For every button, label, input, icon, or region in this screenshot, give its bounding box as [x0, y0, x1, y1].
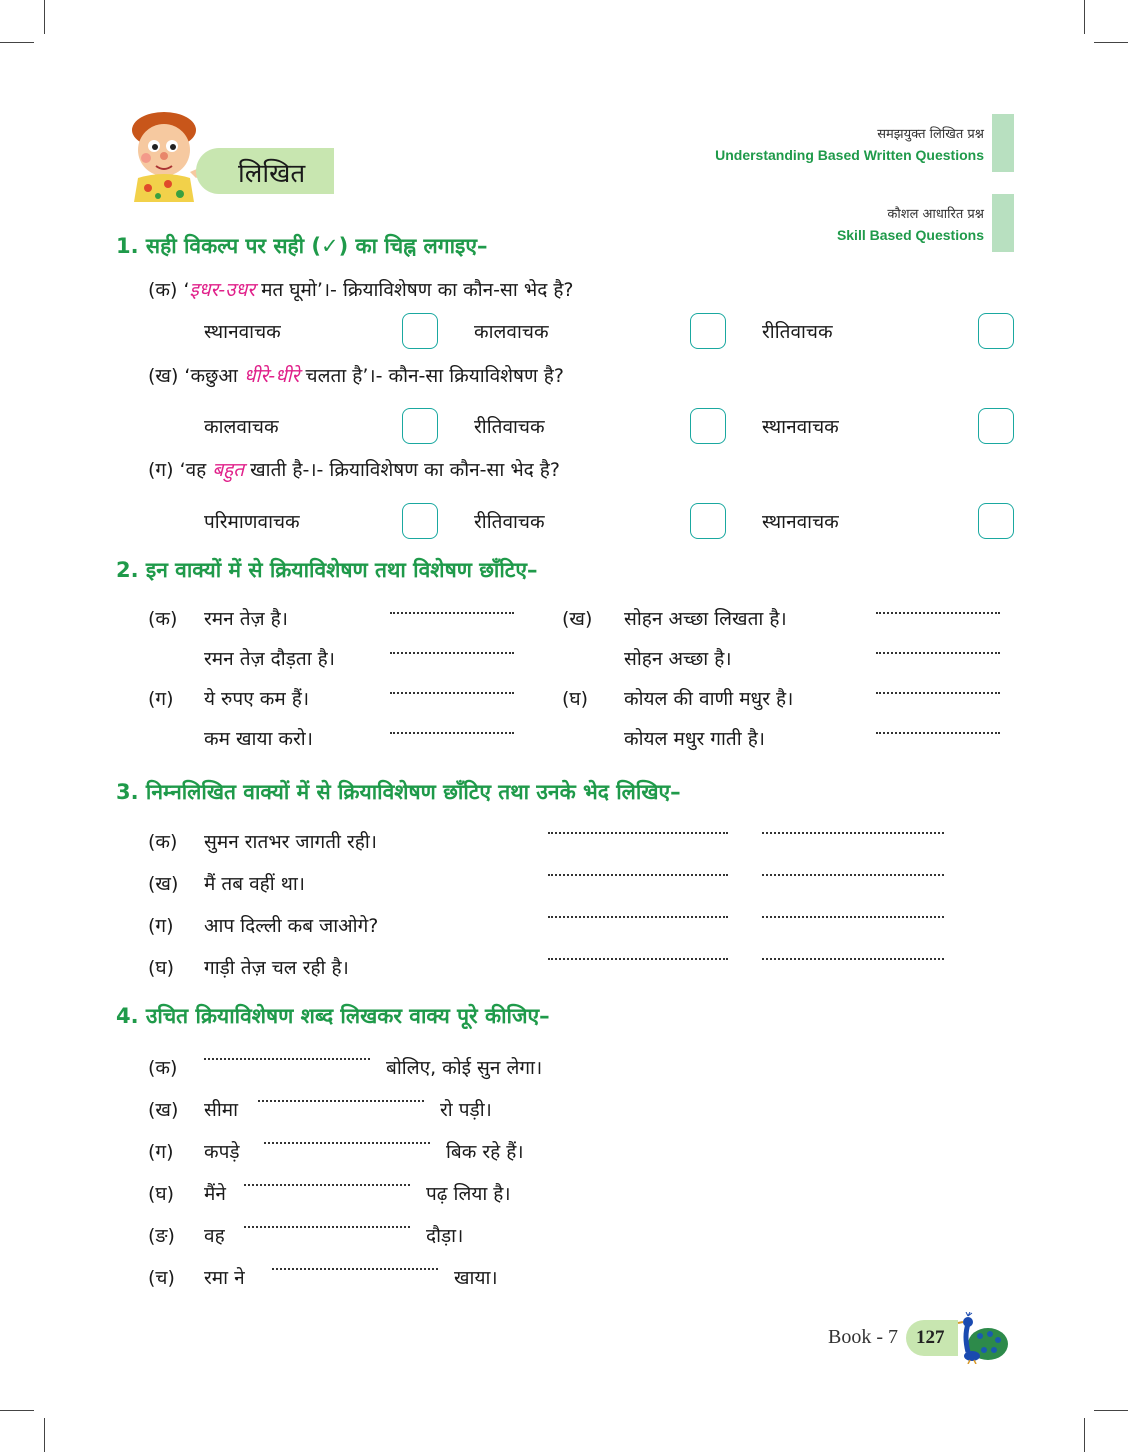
highlight-word: बहुत — [212, 459, 245, 481]
item-label: (ख) — [148, 873, 179, 895]
item-label: (ख) — [148, 365, 179, 387]
answer-blank[interactable] — [876, 612, 1000, 614]
crop-mark — [1084, 0, 1085, 34]
answer-blank[interactable] — [876, 652, 1000, 654]
sentence: सोहन अच्छा लिखता है। — [624, 608, 787, 630]
page-number: 127 — [916, 1327, 945, 1348]
sentence-start: कपड़े — [204, 1141, 240, 1163]
sentence: रमन तेज़ है। — [204, 608, 288, 630]
answer-blank[interactable] — [204, 1058, 370, 1060]
option-label: स्थानवाचक — [762, 416, 839, 438]
option-label: स्थानवाचक — [204, 321, 281, 343]
tag-skill — [837, 204, 984, 243]
sentence: गाड़ी तेज़ चल रही है। — [204, 957, 349, 979]
item-label: (ग) — [148, 1141, 174, 1163]
q1-item — [148, 456, 560, 482]
tag-skill-english: Skill Based Questions — [836, 227, 984, 243]
sentence-end: रो पड़ी। — [440, 1099, 492, 1121]
section-title: लिखित — [238, 159, 306, 189]
option-label: कालवाचक — [474, 321, 549, 343]
answer-checkbox[interactable] — [402, 503, 438, 539]
sentence-end: बिक रहे हैं। — [446, 1141, 524, 1163]
sentence: मैं तब वहीं था। — [204, 873, 305, 895]
sentence-start: वह — [204, 1225, 225, 1247]
sentence: कोयल मधुर गाती है। — [624, 728, 766, 750]
question-text: मत घूमो’।- क्रियाविशेषण का कौन-सा भेद है? — [255, 279, 574, 301]
tag-bar — [992, 194, 1014, 252]
q1-item — [148, 362, 564, 388]
answer-blank[interactable] — [548, 874, 728, 876]
answer-checkbox[interactable] — [978, 313, 1014, 349]
item-label: (ख) — [148, 1099, 179, 1121]
answer-blank[interactable] — [390, 732, 514, 734]
answer-blank[interactable] — [548, 832, 728, 834]
tag-bar — [992, 114, 1014, 172]
item-label: (ग) — [148, 688, 174, 710]
answer-blank[interactable] — [762, 874, 944, 876]
answer-checkbox[interactable] — [402, 408, 438, 444]
item-label: (क) — [148, 608, 178, 630]
crop-mark — [1094, 42, 1128, 43]
item-label: (घ) — [148, 957, 175, 979]
item-label: (क) — [148, 279, 178, 301]
sentence: सोहन अच्छा है। — [624, 648, 732, 670]
crop-mark — [44, 0, 45, 34]
page-number-pill — [906, 1320, 958, 1356]
sentence-start: मैंने — [204, 1183, 226, 1205]
sentence-end: दौड़ा। — [426, 1225, 464, 1247]
peacock-icon — [954, 1312, 1010, 1364]
answer-blank[interactable] — [390, 652, 514, 654]
sentence-end: पढ़ लिया है। — [426, 1183, 511, 1205]
answer-blank[interactable] — [548, 916, 728, 918]
item-label: (क) — [148, 1057, 178, 1079]
tag-understanding — [715, 124, 984, 163]
answer-blank[interactable] — [876, 692, 1000, 694]
sentence: ये रुपए कम हैं। — [204, 688, 310, 710]
answer-checkbox[interactable] — [690, 408, 726, 444]
answer-blank[interactable] — [258, 1100, 424, 1102]
answer-blank[interactable] — [548, 958, 728, 960]
question-text: खाती है-।- क्रियाविशेषण का कौन-सा भेद है? — [244, 459, 560, 481]
option-label: रीतिवाचक — [474, 511, 545, 533]
answer-checkbox[interactable] — [690, 313, 726, 349]
question-text: ‘कछुआ — [184, 365, 244, 387]
q3-heading: 3. निम्नलिखित वाक्यों में से क्रियाविशेषण छाँटिए तथा उनके भेद लिखिए– — [116, 780, 681, 804]
answer-blank[interactable] — [390, 612, 514, 614]
crop-mark — [1084, 1418, 1085, 1452]
crop-mark — [44, 1418, 45, 1452]
sentence-start: सीमा — [204, 1099, 239, 1121]
sentence-start: रमा ने — [204, 1267, 245, 1289]
answer-blank[interactable] — [272, 1268, 438, 1270]
item-label: (क) — [148, 831, 178, 853]
answer-checkbox[interactable] — [690, 503, 726, 539]
answer-checkbox[interactable] — [978, 503, 1014, 539]
answer-blank[interactable] — [244, 1226, 410, 1228]
option-label: स्थानवाचक — [762, 511, 839, 533]
sentence: सुमन रातभर जागती रही। — [204, 831, 377, 853]
highlight-word: धीरे-धीरे — [243, 365, 300, 387]
answer-checkbox[interactable] — [402, 313, 438, 349]
option-label: कालवाचक — [204, 416, 279, 438]
answer-blank[interactable] — [876, 732, 1000, 734]
q1-item — [148, 276, 574, 302]
question-text: ‘वह — [179, 459, 213, 481]
answer-blank[interactable] — [762, 916, 944, 918]
sentence: आप दिल्ली कब जाओगे? — [204, 915, 379, 937]
option-label: परिमाणवाचक — [204, 511, 300, 533]
q4-heading: 4. उचित क्रियाविशेषण शब्द लिखकर वाक्य पूरे कीजिए– — [116, 1004, 550, 1028]
sentence-end: बोलिए, कोई सुन लेगा। — [386, 1057, 543, 1079]
section-title-banner — [196, 148, 334, 194]
q2-heading: 2. इन वाक्यों में से क्रियाविशेषण तथा विशेषण छाँटिए– — [116, 558, 538, 582]
q1-heading: 1. सही विकल्प पर सही (✓) का चिह्न लगाइए– — [116, 234, 488, 258]
question-text: चलता है’।- कौन-सा क्रियाविशेषण है? — [299, 365, 564, 387]
answer-blank[interactable] — [244, 1184, 410, 1186]
tag-understanding-english: Understanding Based Written Questions — [715, 147, 984, 163]
crop-mark — [1094, 1410, 1128, 1411]
sentence: रमन तेज़ दौड़ता है। — [204, 648, 335, 670]
book-label: Book - 7 — [828, 1326, 898, 1348]
tag-understanding-hindi: समझयुक्त लिखित प्रश्न — [877, 127, 984, 142]
answer-blank[interactable] — [762, 832, 944, 834]
item-label: (घ) — [562, 688, 589, 710]
item-label: (ग) — [148, 459, 174, 481]
item-label: (घ) — [148, 1183, 175, 1205]
crop-mark — [0, 42, 34, 43]
highlight-word: इधर-उधर — [189, 279, 256, 301]
item-label: (च) — [148, 1267, 175, 1289]
question-text: ‘ — [183, 279, 190, 301]
option-label: रीतिवाचक — [474, 416, 545, 438]
sentence: कोयल की वाणी मधुर है। — [624, 688, 794, 710]
sentence-end: खाया। — [454, 1267, 498, 1289]
answer-checkbox[interactable] — [978, 408, 1014, 444]
answer-blank[interactable] — [762, 958, 944, 960]
answer-blank[interactable] — [390, 692, 514, 694]
answer-blank[interactable] — [264, 1142, 430, 1144]
item-label: (ख) — [562, 608, 593, 630]
tag-skill-hindi: कौशल आधारित प्रश्न — [887, 207, 984, 222]
item-label: (ङ) — [148, 1225, 175, 1247]
crop-mark — [0, 1410, 34, 1411]
option-label: रीतिवाचक — [762, 321, 833, 343]
item-label: (ग) — [148, 915, 174, 937]
sentence: कम खाया करो। — [204, 728, 313, 750]
